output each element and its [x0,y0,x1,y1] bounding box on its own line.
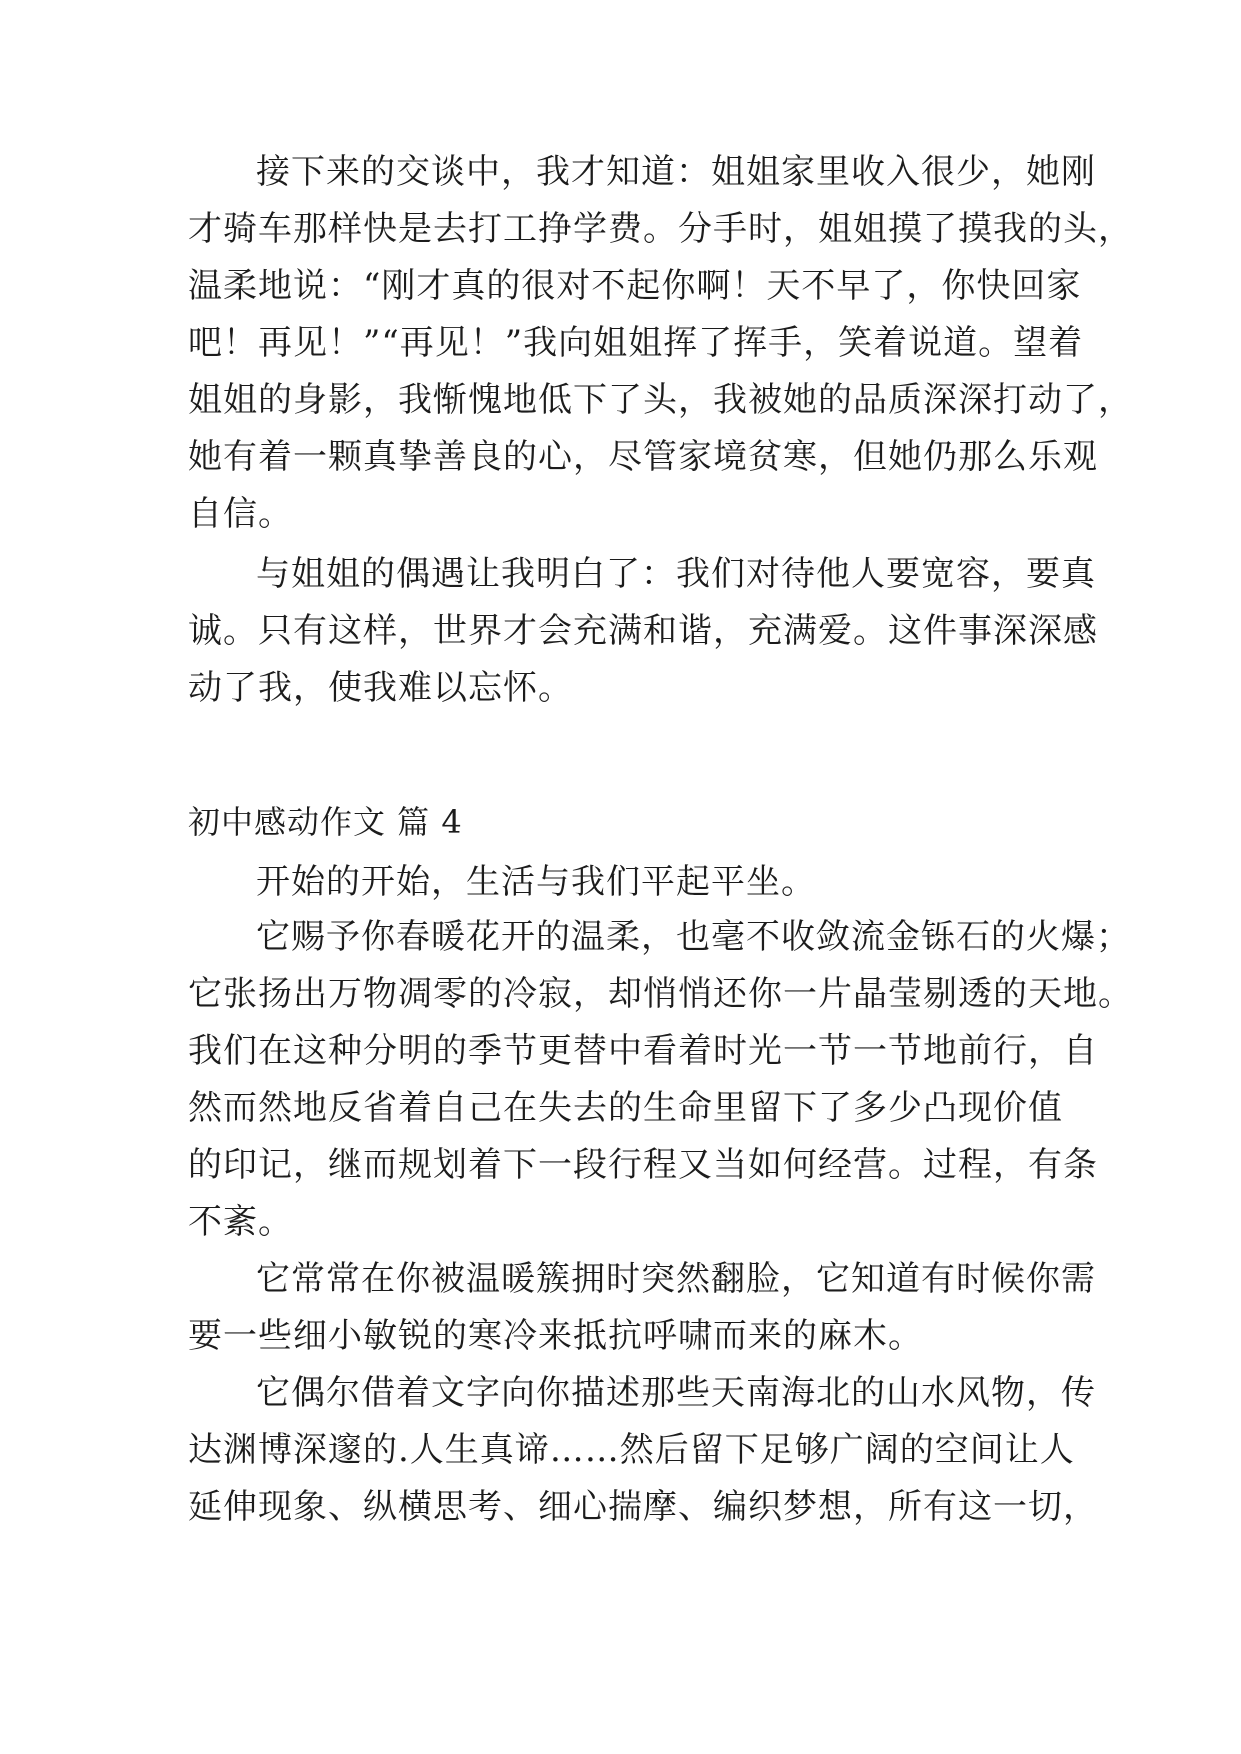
paragraph-line: 它赐予你春暖花开的温柔，也毫不收敛流金铄石的火爆； [256,917,1131,957]
paragraph-line: 达渊博深邃的.人生真谛……然后留下足够广阔的空间让人 [188,1430,1075,1470]
paragraph-line: 要一些细小敏锐的寒冷来抵抗呼啸而来的麻木。 [188,1316,923,1356]
paragraph-line: 温柔地说：“刚才真的很对不起你啊！天不早了，你快回家 [188,266,1082,306]
paragraph-line: 动了我，使我难以忘怀。 [188,668,573,708]
paragraph-line: 延伸现象、纵横思考、细心揣摩、编织梦想，所有这一切， [188,1487,1098,1527]
paragraph-line: 吧！再见！”“再见！”我向姐姐挥了挥手，笑着说道。望着 [188,323,1084,363]
paragraph-line: 她有着一颗真挚善良的心，尽管家境贫寒，但她仍那么乐观 [188,437,1098,477]
paragraph-line: 开始的开始，生活与我们平起平坐。 [256,862,816,902]
paragraph-line: 然而然地反省着自己在失去的生命里留下了多少凸现价值 [188,1088,1063,1128]
paragraph-line: 诚。只有这样，世界才会充满和谐，充满爱。这件事深深感 [188,611,1098,651]
paragraph-line: 接下来的交谈中，我才知道：姐姐家里收入很少，她刚 [256,152,1096,192]
paragraph-line: 它张扬出万物凋零的冷寂，却悄悄还你一片晶莹剔透的天地。 [188,974,1133,1014]
paragraph-line: 它常常在你被温暖簇拥时突然翻脸，它知道有时候你需 [256,1259,1096,1299]
paragraph-line: 姐姐的身影，我惭愧地低下了头，我被她的品质深深打动了， [188,380,1133,420]
paragraph-line: 它偶尔借着文字向你描述那些天南海北的山水风物，传 [256,1373,1096,1413]
paragraph-line: 我们在这种分明的季节更替中看着时光一节一节地前行，自 [188,1031,1098,1071]
paragraph-line: 自信。 [188,494,293,534]
paragraph-line: 不紊。 [188,1202,293,1242]
paragraph-line: 才骑车那样快是去打工挣学费。分手时，姐姐摸了摸我的头， [188,209,1133,249]
section-heading: 初中感动作文 篇 4 [188,803,463,841]
paragraph-line: 与姐姐的偶遇让我明白了：我们对待他人要宽容，要真 [256,554,1096,594]
paragraph-line: 的印记，继而规划着下一段行程又当如何经营。过程，有条 [188,1145,1098,1185]
